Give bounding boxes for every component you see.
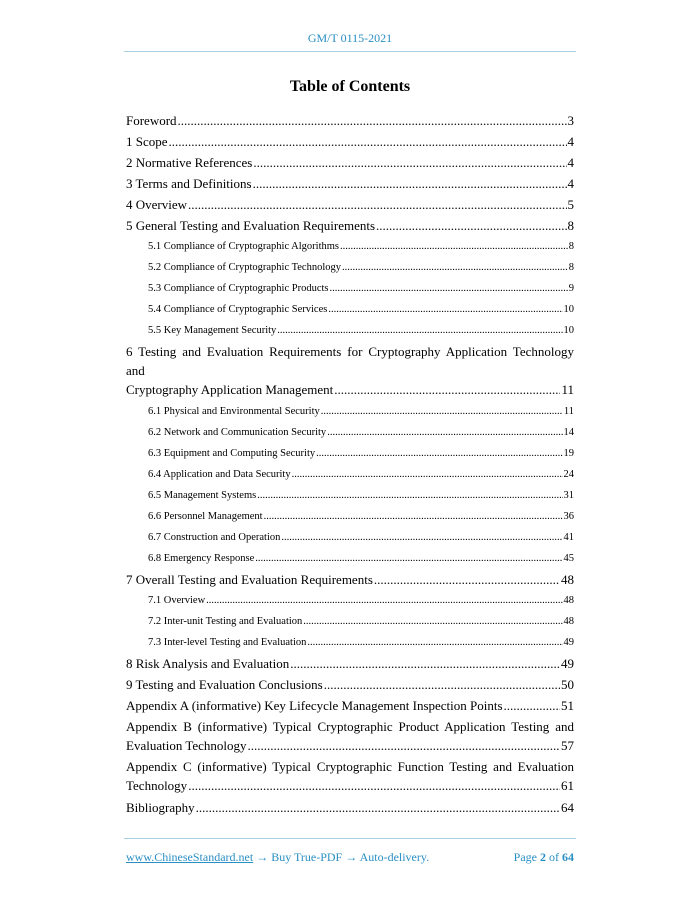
toc-entry-page: 64 bbox=[561, 800, 574, 815]
toc-entry-label: 6.8 Emergency Response bbox=[148, 553, 255, 564]
toc-entry-label: 7.3 Inter-level Testing and Evaluation bbox=[148, 637, 307, 648]
toc-leader-dots bbox=[316, 443, 562, 464]
toc-entry-page: 3 bbox=[567, 113, 574, 128]
toc-entry[interactable] bbox=[126, 215, 574, 236]
footer-divider bbox=[124, 838, 576, 839]
toc-leader-dots bbox=[307, 632, 562, 653]
toc-entry[interactable] bbox=[126, 299, 574, 320]
toc-entry-label: 6.1 Physical and Environmental Security bbox=[148, 406, 320, 417]
toc-leader-dots bbox=[504, 695, 560, 716]
toc-leader-dots bbox=[342, 257, 568, 278]
toc-entry-page: 11 bbox=[563, 406, 574, 417]
toc-entry-multiline[interactable] bbox=[126, 342, 574, 399]
toc-entry[interactable] bbox=[126, 797, 574, 818]
toc-leader-dots bbox=[188, 194, 566, 215]
toc-entry-label: 6.7 Construction and Operation bbox=[148, 532, 281, 543]
toc-entry[interactable] bbox=[126, 320, 574, 341]
toc-leader-dots bbox=[253, 173, 567, 194]
page-of: of bbox=[549, 850, 559, 864]
toc-leader-dots bbox=[257, 485, 562, 506]
toc-entry-label: 7.1 Overview bbox=[148, 595, 206, 606]
toc-entry-page: 48 bbox=[561, 572, 574, 587]
toc-entry-label: 5.1 Compliance of Cryptographic Algorithms bbox=[148, 241, 340, 252]
toc-entry[interactable] bbox=[126, 506, 574, 527]
toc-entry-page: 9 bbox=[568, 283, 574, 294]
toc-entry-page: 5 bbox=[567, 197, 574, 212]
document-code-header: GM/T 0115-2021 bbox=[307, 31, 393, 45]
toc-entry-page: 19 bbox=[563, 448, 574, 459]
toc-entry-label-line1: 6 Testing and Evaluation Requirements for Cryptography Application Technology and bbox=[126, 344, 574, 378]
toc-leader-dots bbox=[264, 506, 563, 527]
toc-entry-page: 48 bbox=[563, 616, 574, 627]
toc-entry-page: 8 bbox=[568, 262, 574, 273]
toc-entry-label: 3 Terms and Definitions bbox=[126, 176, 252, 191]
toc-leader-dots bbox=[178, 110, 567, 131]
toc-entry-page: 8 bbox=[567, 218, 574, 233]
header-divider bbox=[124, 51, 576, 52]
toc-leader-dots bbox=[188, 776, 560, 795]
toc-entry[interactable] bbox=[126, 110, 574, 131]
toc-leader-dots bbox=[206, 590, 562, 611]
toc-entry[interactable] bbox=[126, 695, 574, 716]
toc-leader-dots bbox=[374, 569, 560, 590]
toc-entry-label: 2 Normative References bbox=[126, 155, 253, 170]
toc-entry-label: Bibliography bbox=[126, 800, 195, 815]
toc-entry-label: 4 Overview bbox=[126, 197, 188, 212]
toc-leader-dots bbox=[321, 401, 563, 422]
toc-entry-page: 57 bbox=[561, 738, 574, 753]
toc-entry-label: 7 Overall Testing and Evaluation Requirements bbox=[126, 572, 373, 587]
toc-entry[interactable] bbox=[126, 278, 574, 299]
toc-leader-dots bbox=[324, 674, 560, 695]
table-of-contents bbox=[126, 110, 574, 818]
toc-leader-dots bbox=[253, 152, 566, 173]
toc-entry[interactable] bbox=[126, 611, 574, 632]
toc-entry[interactable] bbox=[126, 152, 574, 173]
toc-leader-dots bbox=[376, 215, 566, 236]
toc-entry[interactable] bbox=[126, 131, 574, 152]
toc-entry[interactable] bbox=[126, 485, 574, 506]
toc-entry[interactable] bbox=[126, 527, 574, 548]
toc-entry-label: 1 Scope bbox=[126, 134, 168, 149]
total-pages: 64 bbox=[562, 850, 574, 864]
toc-entry-label: 6.4 Application and Data Security bbox=[148, 469, 291, 480]
toc-entry-page: 50 bbox=[561, 677, 574, 692]
toc-entry-label: Technology bbox=[126, 778, 188, 793]
toc-entry-page: 11 bbox=[561, 382, 574, 397]
toc-entry-multiline[interactable] bbox=[126, 717, 574, 755]
toc-entry-page: 31 bbox=[563, 490, 574, 501]
toc-leader-dots bbox=[340, 236, 568, 257]
toc-entry[interactable] bbox=[126, 736, 574, 755]
toc-entry-page: 51 bbox=[561, 698, 574, 713]
toc-leader-dots bbox=[334, 380, 560, 399]
toc-leader-dots bbox=[327, 422, 562, 443]
toc-entry[interactable] bbox=[126, 194, 574, 215]
toc-entry-label: Cryptography Application Management bbox=[126, 382, 334, 397]
toc-entry[interactable] bbox=[126, 776, 574, 795]
toc-leader-dots bbox=[277, 320, 562, 341]
toc-leader-dots bbox=[196, 797, 560, 818]
toc-leader-dots bbox=[328, 299, 562, 320]
toc-entry-page: 24 bbox=[563, 469, 574, 480]
toc-entry-label: Foreword bbox=[126, 113, 177, 128]
toc-leader-dots bbox=[290, 653, 560, 674]
toc-entry-page: 49 bbox=[563, 637, 574, 648]
toc-entry-label: 9 Testing and Evaluation Conclusions bbox=[126, 677, 323, 692]
toc-entry-page: 45 bbox=[563, 553, 574, 564]
toc-leader-dots bbox=[248, 736, 560, 755]
toc-entry[interactable] bbox=[126, 257, 574, 278]
toc-entry[interactable] bbox=[126, 632, 574, 653]
toc-entry-label: 5.3 Compliance of Cryptographic Products bbox=[148, 283, 329, 294]
footer-promo bbox=[126, 850, 429, 865]
toc-entry[interactable] bbox=[126, 236, 574, 257]
toc-entry-label-line1: Appendix C (informative) Typical Cryptographic Function Testing and Evaluation bbox=[126, 759, 574, 774]
toc-entry-label: 8 Risk Analysis and Evaluation bbox=[126, 656, 290, 671]
toc-entry-label: 7.2 Inter-unit Testing and Evaluation bbox=[148, 616, 303, 627]
toc-entry[interactable] bbox=[126, 380, 574, 399]
toc-entry[interactable] bbox=[126, 422, 574, 443]
toc-entry-page: 4 bbox=[567, 176, 574, 191]
toc-leader-dots bbox=[281, 527, 562, 548]
chinesestandard-link[interactable]: www.ChineseStandard.net bbox=[126, 850, 254, 864]
toc-leader-dots bbox=[169, 131, 567, 152]
toc-entry-multiline[interactable] bbox=[126, 757, 574, 795]
page-prefix: Page bbox=[513, 850, 537, 864]
toc-entry[interactable] bbox=[126, 653, 574, 674]
toc-entry[interactable] bbox=[126, 173, 574, 194]
toc-entry-label: 6.3 Equipment and Computing Security bbox=[148, 448, 316, 459]
toc-entry-label: 6.5 Management Systems bbox=[148, 490, 257, 501]
toc-entry-page: 14 bbox=[563, 427, 574, 438]
toc-entry-label: 5 General Testing and Evaluation Requirements bbox=[126, 218, 376, 233]
toc-entry[interactable] bbox=[126, 464, 574, 485]
toc-entry-page: 36 bbox=[563, 511, 574, 522]
toc-entry-label: 5.5 Key Management Security bbox=[148, 325, 277, 336]
toc-entry-page: 10 bbox=[563, 325, 574, 336]
toc-entry[interactable] bbox=[126, 548, 574, 569]
page-title: Table of Contents bbox=[289, 78, 411, 95]
toc-entry-page: 49 bbox=[561, 656, 574, 671]
toc-entry[interactable] bbox=[126, 401, 574, 422]
toc-entry-label: 5.4 Compliance of Cryptographic Services bbox=[148, 304, 328, 315]
current-page: 2 bbox=[540, 850, 546, 864]
toc-entry-page: 4 bbox=[567, 134, 574, 149]
toc-entry-label: Evaluation Technology bbox=[126, 738, 247, 753]
toc-leader-dots bbox=[292, 464, 563, 485]
page-indicator bbox=[514, 850, 574, 865]
toc-entry[interactable] bbox=[126, 590, 574, 611]
toc-leader-dots bbox=[303, 611, 562, 632]
toc-entry-page: 4 bbox=[567, 155, 574, 170]
toc-entry-page: 41 bbox=[563, 532, 574, 543]
toc-entry[interactable] bbox=[126, 443, 574, 464]
toc-entry-page: 61 bbox=[561, 778, 574, 793]
toc-entry[interactable] bbox=[126, 674, 574, 695]
toc-entry-page: 10 bbox=[563, 304, 574, 315]
toc-leader-dots bbox=[330, 278, 568, 299]
toc-entry[interactable] bbox=[126, 569, 574, 590]
toc-entry-label: Appendix A (informative) Key Lifecycle Management Inspection Points bbox=[126, 698, 503, 713]
toc-entry-label-line1: Appendix B (informative) Typical Cryptographic Product Application Testing and bbox=[126, 719, 574, 734]
footer-tagline: → Buy True-PDF → Auto-delivery. bbox=[253, 850, 430, 864]
toc-entry-page: 48 bbox=[563, 595, 574, 606]
toc-entry-label: 6.2 Network and Communication Security bbox=[148, 427, 327, 438]
toc-entry-label: 5.2 Compliance of Cryptographic Technology bbox=[148, 262, 341, 273]
toc-entry-page: 8 bbox=[568, 241, 574, 252]
toc-entry-label: 6.6 Personnel Management bbox=[148, 511, 263, 522]
toc-leader-dots bbox=[255, 548, 562, 569]
